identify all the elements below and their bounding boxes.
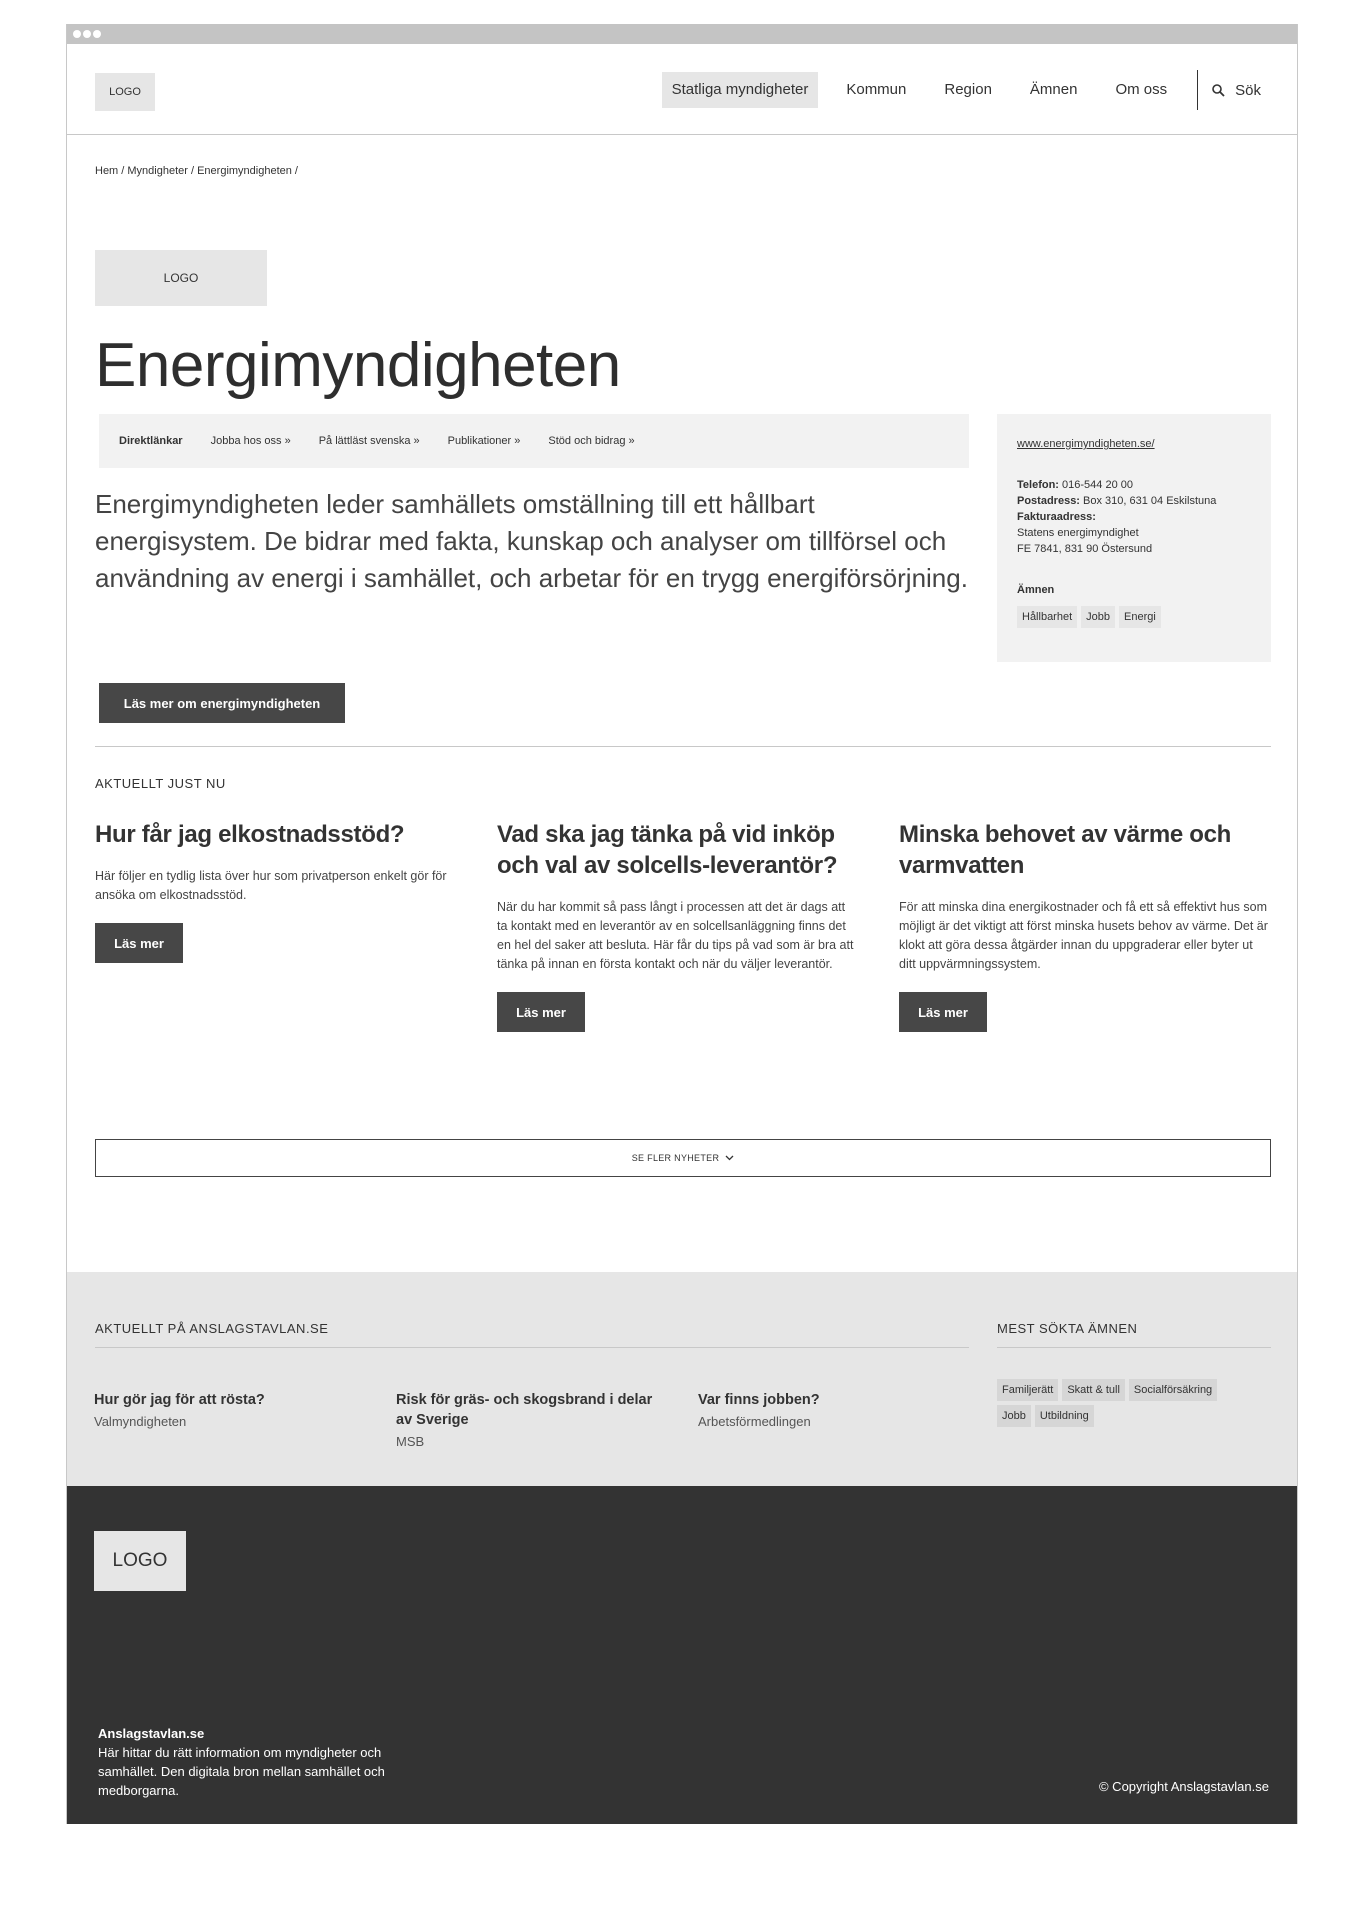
topic-tag[interactable]: Energi bbox=[1119, 606, 1161, 628]
infobox-topic-tags bbox=[1017, 606, 1251, 628]
more-news-button[interactable] bbox=[95, 1139, 1271, 1177]
site-logo[interactable]: LOGO bbox=[95, 73, 155, 111]
postal-label: Postadress: bbox=[1017, 495, 1080, 507]
news-text: När du har kommit så pass långt i processen att det är dags att ta kontakt med en leverantör av en solcellsanläggning finns det en hel del saker att besluta. Här får du tips på vad som är bra att tänka på innan en första kontakt och när du väljer leverantör. bbox=[497, 900, 854, 971]
agency-intro: Energimyndigheten leder samhällets omställning till ett hållbart energisystem. De bidrar med fakta, kunskap och analyser om tillförsel och användning av energi i samhället, och arbetar för en trygg energiförsörjning. bbox=[95, 489, 968, 593]
footer-news-section bbox=[67, 1272, 1297, 1486]
popular-topic-tag[interactable]: Jobb bbox=[997, 1405, 1031, 1427]
window-dot-icon[interactable] bbox=[83, 30, 91, 38]
footer-news-rule bbox=[95, 1347, 969, 1348]
invoice-line-1: Statens energimyndighet bbox=[1017, 527, 1139, 539]
news-title[interactable]: Minska behovet av värme och varmvatten bbox=[899, 821, 1232, 879]
footer-logo[interactable]: LOGO bbox=[94, 1531, 186, 1591]
invoice-line-2: FE 7841, 831 90 Östersund bbox=[1017, 543, 1153, 555]
popular-topic-tag[interactable]: Skatt & tull bbox=[1062, 1379, 1125, 1401]
quicklink-publikationer[interactable]: Publikationer » bbox=[447, 435, 521, 447]
breadcrumb[interactable]: Hem / Myndigheter / Energimyndigheten / bbox=[95, 165, 298, 177]
popular-topic-tag[interactable]: Utbildning bbox=[1035, 1405, 1094, 1427]
news-read-more-button[interactable]: Läs mer bbox=[95, 923, 183, 963]
news-title[interactable]: Hur får jag elkostnadsstöd? bbox=[95, 821, 405, 848]
agency-website-link[interactable]: www.energimyndigheten.se/ bbox=[1017, 438, 1155, 450]
chevron-down-icon bbox=[725, 1155, 734, 1161]
footer-news-item[interactable] bbox=[94, 1390, 364, 1429]
phone-value: 016-544 20 00 bbox=[1062, 479, 1133, 491]
topic-tag[interactable]: Hållbarhet bbox=[1017, 606, 1077, 628]
quicklink-lattlast[interactable]: På lättläst svenska » bbox=[318, 435, 420, 447]
news-item bbox=[899, 819, 1271, 1032]
window-dot-icon[interactable] bbox=[73, 30, 81, 38]
page-title: Energimyndigheten bbox=[95, 331, 621, 400]
more-news-label: SE FLER NYHETER bbox=[631, 1153, 720, 1163]
nav-kommun[interactable]: Kommun bbox=[846, 81, 907, 98]
search-button[interactable] bbox=[1212, 82, 1261, 99]
footer-news-item[interactable] bbox=[698, 1390, 968, 1429]
footer-news-item[interactable] bbox=[396, 1390, 666, 1449]
footer-news-source: Arbetsförmedlingen bbox=[698, 1414, 811, 1429]
nav-divider bbox=[1197, 70, 1198, 110]
topic-tag[interactable]: Jobb bbox=[1081, 606, 1115, 628]
quicklinks-title: Direktlänkar bbox=[119, 435, 183, 447]
postal-line bbox=[1017, 493, 1251, 509]
footer-news-title[interactable]: Risk för gräs- och skogsbrand i delar av Sverige bbox=[396, 1392, 653, 1428]
news-section-label: AKTUELLT JUST NU bbox=[95, 776, 226, 791]
section-divider bbox=[95, 746, 1271, 747]
popular-topics-label: MEST SÖKTA ÄMNEN bbox=[997, 1321, 1138, 1336]
news-read-more-button[interactable]: Läs mer bbox=[899, 992, 987, 1032]
browser-frame bbox=[66, 24, 1298, 1824]
popular-topic-tag[interactable]: Socialförsäkring bbox=[1129, 1379, 1217, 1401]
popular-topic-tag[interactable]: Familjerätt bbox=[997, 1379, 1058, 1401]
read-more-agency-button[interactable]: Läs mer om energimyndigheten bbox=[99, 683, 345, 723]
footer-news-title[interactable]: Var finns jobben? bbox=[698, 1392, 820, 1408]
footer-about-text: Här hittar du rätt information om myndigheter och samhället. Den digitala bron mellan samhället och medborgarna. bbox=[98, 1745, 385, 1798]
news-read-more-button[interactable]: Läs mer bbox=[497, 992, 585, 1032]
popular-topic-tags bbox=[997, 1379, 1247, 1427]
search-icon bbox=[1212, 84, 1225, 97]
news-title[interactable]: Vad ska jag tänka på vid inköp och val av solcells-leverantör? bbox=[497, 821, 838, 879]
nav-statliga-myndigheter[interactable]: Statliga myndigheter bbox=[662, 72, 819, 108]
footer-site-name: Anslagstavlan.se bbox=[98, 1726, 205, 1741]
search-label: Sök bbox=[1235, 81, 1261, 99]
window-dot-icon[interactable] bbox=[93, 30, 101, 38]
news-item bbox=[95, 819, 455, 963]
invoice-label-line bbox=[1017, 509, 1251, 525]
postal-value: Box 310, 631 04 Eskilstuna bbox=[1083, 495, 1217, 507]
quicklinks-bar bbox=[99, 414, 969, 468]
footer-news-source: MSB bbox=[396, 1434, 425, 1449]
phone-label: Telefon: bbox=[1017, 479, 1059, 491]
quicklink-stod-och-bidrag[interactable]: Stöd och bidrag » bbox=[548, 435, 635, 447]
site-footer bbox=[67, 1486, 1297, 1824]
news-text: För att minska dina energikostnader och få ett så effektivt hus som möjligt är det viktigt att först minska husets behov av värme. Det är klokt att göra dessa åtgärder innan du uppgraderar eller byter ut ditt uppvärmningssystem. bbox=[899, 900, 1268, 971]
main-nav bbox=[662, 70, 1261, 110]
footer-news-label: AKTUELLT PÅ ANSLAGSTAVLAN.SE bbox=[95, 1321, 329, 1336]
footer-copyright: © Copyright Anslagstavlan.se bbox=[1098, 1779, 1269, 1794]
browser-chrome bbox=[67, 24, 1297, 44]
news-text: Här följer en tydlig lista över hur som privatperson enkelt gör för ansöka om elkostnadsstöd. bbox=[95, 869, 447, 902]
invoice-label: Fakturaadress: bbox=[1017, 511, 1096, 523]
footer-about bbox=[98, 1724, 438, 1800]
news-item bbox=[497, 819, 857, 1032]
nav-amnen[interactable]: Ämnen bbox=[1029, 81, 1078, 98]
footer-news-title[interactable]: Hur gör jag för att rösta? bbox=[94, 1392, 265, 1408]
agency-logo: LOGO bbox=[95, 250, 267, 306]
quicklink-jobba-hos-oss[interactable]: Jobba hos oss » bbox=[210, 435, 291, 447]
footer-news-source: Valmyndigheten bbox=[94, 1414, 187, 1429]
phone-line bbox=[1017, 477, 1251, 493]
nav-om-oss[interactable]: Om oss bbox=[1115, 81, 1168, 98]
nav-region[interactable]: Region bbox=[944, 81, 992, 98]
site-header bbox=[67, 44, 1297, 135]
agency-infobox bbox=[997, 414, 1271, 662]
popular-topics-rule bbox=[997, 1347, 1271, 1348]
infobox-topics-title: Ämnen bbox=[1017, 584, 1055, 596]
